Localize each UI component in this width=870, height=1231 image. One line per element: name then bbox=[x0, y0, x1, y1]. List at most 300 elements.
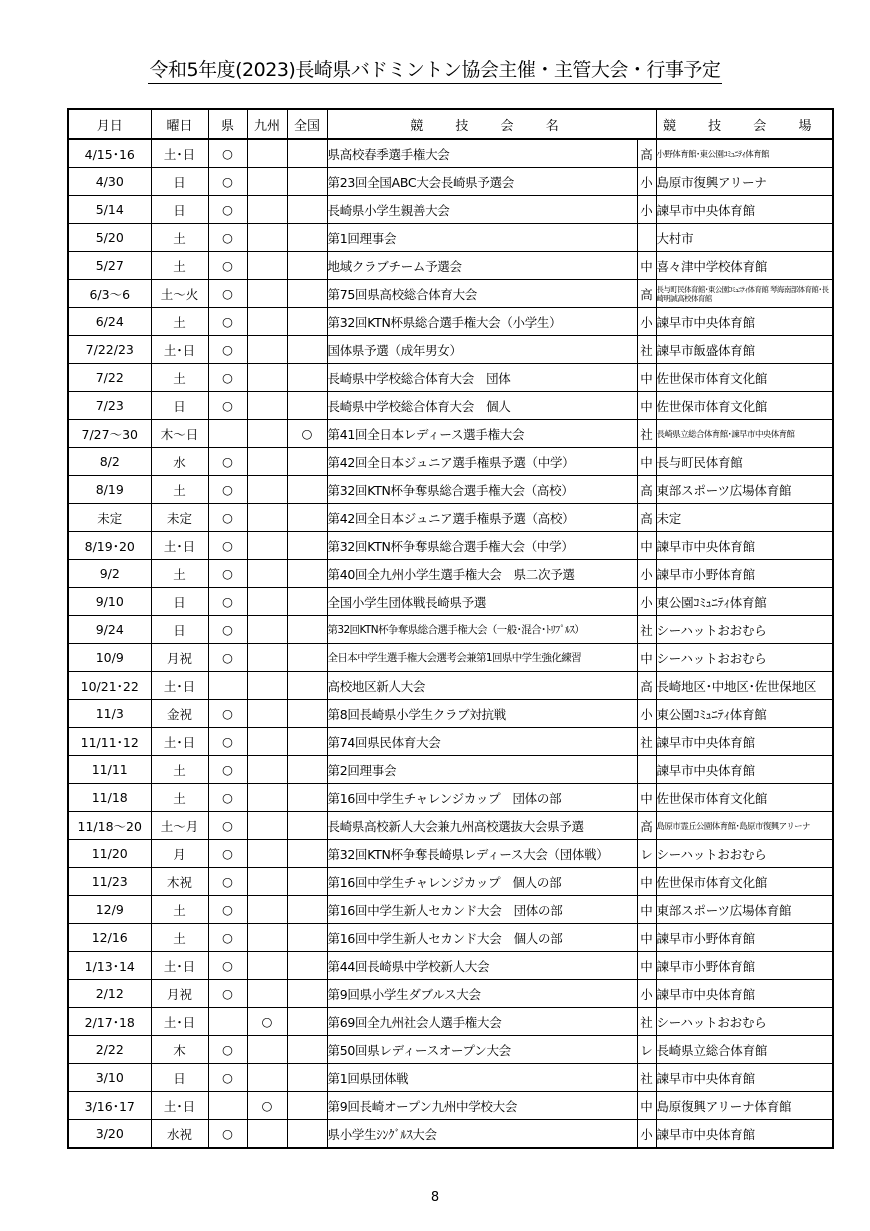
row-pref-mark: ○ bbox=[208, 168, 247, 196]
row-level: 小 bbox=[637, 1120, 656, 1149]
row-event-name: 第9回長崎オープン九州中学校大会 bbox=[327, 1092, 637, 1120]
row-national-mark bbox=[287, 476, 327, 504]
row-national-mark bbox=[287, 784, 327, 812]
row-venue: 東公園ｺﾐｭﾆﾃｨ体育館 bbox=[656, 588, 833, 616]
table-row bbox=[68, 588, 833, 616]
row-pref-mark: ○ bbox=[208, 336, 247, 364]
row-event-name: 第16回中学生新人セカンド大会 個人の部 bbox=[327, 924, 637, 952]
row-venue: 諫早市中央体育館 bbox=[656, 728, 833, 756]
page-title-text: 令和5年度(2023)長崎県バドミントン協会主催・主管大会・行事予定 bbox=[148, 59, 723, 84]
table-row bbox=[68, 336, 833, 364]
row-kyushu-mark bbox=[247, 700, 287, 728]
table-header-row bbox=[68, 109, 833, 139]
table-row bbox=[68, 980, 833, 1008]
row-kyushu-mark bbox=[247, 504, 287, 532]
row-weekday: 金祝 bbox=[151, 700, 208, 728]
row-venue: 小野体育館･東公園ｺﾐｭﾆﾃｨ体育館 bbox=[656, 139, 833, 168]
row-venue: 東部スポーツ広場体育館 bbox=[656, 896, 833, 924]
row-level: 中 bbox=[637, 784, 656, 812]
row-kyushu-mark bbox=[247, 196, 287, 224]
row-event-name: 第32回KTN杯県総合選手権大会（小学生） bbox=[327, 308, 637, 336]
row-venue: 諫早市中央体育館 bbox=[656, 532, 833, 560]
row-level: 小 bbox=[637, 980, 656, 1008]
row-venue: 大村市 bbox=[656, 224, 833, 252]
row-weekday: 土 bbox=[151, 224, 208, 252]
row-weekday: 月祝 bbox=[151, 644, 208, 672]
row-national-mark bbox=[287, 812, 327, 840]
row-weekday: 土･日 bbox=[151, 139, 208, 168]
row-event-name: 長崎県小学生親善大会 bbox=[327, 196, 637, 224]
row-national-mark bbox=[287, 448, 327, 476]
row-level: 中 bbox=[637, 644, 656, 672]
row-date: 9/24 bbox=[68, 616, 151, 644]
row-date: 6/24 bbox=[68, 308, 151, 336]
row-level: 高 bbox=[637, 476, 656, 504]
row-level: 社 bbox=[637, 1008, 656, 1036]
row-date: 6/3～6 bbox=[68, 280, 151, 308]
table-row bbox=[68, 700, 833, 728]
row-kyushu-mark bbox=[247, 364, 287, 392]
row-weekday: 土･日 bbox=[151, 1092, 208, 1120]
row-national-mark bbox=[287, 224, 327, 252]
table-row bbox=[68, 868, 833, 896]
row-kyushu-mark bbox=[247, 280, 287, 308]
row-level: 社 bbox=[637, 616, 656, 644]
row-pref-mark: ○ bbox=[208, 252, 247, 280]
row-level: 高 bbox=[637, 812, 656, 840]
table-row bbox=[68, 1092, 833, 1120]
row-kyushu-mark bbox=[247, 420, 287, 448]
table-row bbox=[68, 308, 833, 336]
table-row bbox=[68, 364, 833, 392]
row-date: 8/2 bbox=[68, 448, 151, 476]
row-weekday: 水 bbox=[151, 448, 208, 476]
row-kyushu-mark bbox=[247, 896, 287, 924]
row-level: 小 bbox=[637, 308, 656, 336]
row-pref-mark bbox=[208, 1008, 247, 1036]
row-level: 社 bbox=[637, 420, 656, 448]
row-event-name: 県高校春季選手権大会 bbox=[327, 139, 637, 168]
row-date: 11/3 bbox=[68, 700, 151, 728]
row-level: 高 bbox=[637, 504, 656, 532]
row-event-name: 第41回全日本レディース選手権大会 bbox=[327, 420, 637, 448]
row-event-name: 第1回県団体戦 bbox=[327, 1064, 637, 1092]
row-event-name: 第74回県民体育大会 bbox=[327, 728, 637, 756]
row-kyushu-mark bbox=[247, 672, 287, 700]
row-date: 11/18～20 bbox=[68, 812, 151, 840]
table-row bbox=[68, 840, 833, 868]
row-level: レ bbox=[637, 840, 656, 868]
row-national-mark bbox=[287, 560, 327, 588]
row-event-name: 全国小学生団体戦長崎県予選 bbox=[327, 588, 637, 616]
row-date: 4/30 bbox=[68, 168, 151, 196]
row-national-mark bbox=[287, 896, 327, 924]
row-national-mark bbox=[287, 364, 327, 392]
row-venue: 長与町民体育館 bbox=[656, 448, 833, 476]
row-venue: シーハットおおむら bbox=[656, 644, 833, 672]
row-national-mark bbox=[287, 252, 327, 280]
row-event-name: 第1回理事会 bbox=[327, 224, 637, 252]
row-level: 中 bbox=[637, 868, 656, 896]
row-national-mark bbox=[287, 588, 327, 616]
row-event-name: 全日本中学生選手権大会選考会兼第1回県中学生強化練習 bbox=[327, 644, 637, 672]
row-pref-mark: ○ bbox=[208, 616, 247, 644]
row-venue: 諫早市小野体育館 bbox=[656, 560, 833, 588]
row-national-mark bbox=[287, 840, 327, 868]
row-kyushu-mark bbox=[247, 1064, 287, 1092]
table-row bbox=[68, 672, 833, 700]
row-pref-mark: ○ bbox=[208, 476, 247, 504]
row-kyushu-mark bbox=[247, 1120, 287, 1149]
row-kyushu-mark bbox=[247, 728, 287, 756]
row-weekday: 土･日 bbox=[151, 952, 208, 980]
table-row bbox=[68, 448, 833, 476]
header-kyushu: 九州 bbox=[247, 109, 287, 139]
row-venue: シーハットおおむら bbox=[656, 1008, 833, 1036]
row-national-mark bbox=[287, 1092, 327, 1120]
row-level: 小 bbox=[637, 560, 656, 588]
row-weekday: 土･日 bbox=[151, 532, 208, 560]
header-weekday: 曜日 bbox=[151, 109, 208, 139]
row-pref-mark: ○ bbox=[208, 644, 247, 672]
row-level: 中 bbox=[637, 924, 656, 952]
row-event-name: 第32回KTN杯争奪県総合選手権大会（高校） bbox=[327, 476, 637, 504]
table-row bbox=[68, 728, 833, 756]
row-pref-mark: ○ bbox=[208, 896, 247, 924]
row-event-name: 第69回全九州社会人選手権大会 bbox=[327, 1008, 637, 1036]
row-date: 11/11 bbox=[68, 756, 151, 784]
table-row bbox=[68, 896, 833, 924]
row-pref-mark: ○ bbox=[208, 560, 247, 588]
row-date: 11/23 bbox=[68, 868, 151, 896]
row-national-mark bbox=[287, 1064, 327, 1092]
row-level: 中 bbox=[637, 532, 656, 560]
row-date: 7/22/23 bbox=[68, 336, 151, 364]
row-pref-mark: ○ bbox=[208, 840, 247, 868]
row-kyushu-mark bbox=[247, 392, 287, 420]
row-weekday: 土～月 bbox=[151, 812, 208, 840]
row-date: 11/20 bbox=[68, 840, 151, 868]
row-date: 2/12 bbox=[68, 980, 151, 1008]
row-event-name: 県小学生ｼﾝｸﾞﾙｽ大会 bbox=[327, 1120, 637, 1149]
row-date: 5/27 bbox=[68, 252, 151, 280]
row-national-mark bbox=[287, 392, 327, 420]
row-event-name: 第2回理事会 bbox=[327, 756, 637, 784]
row-pref-mark: ○ bbox=[208, 364, 247, 392]
row-pref-mark: ○ bbox=[208, 1064, 247, 1092]
row-venue: 諫早市中央体育館 bbox=[656, 1120, 833, 1149]
row-venue: 佐世保市体育文化館 bbox=[656, 868, 833, 896]
row-level: 高 bbox=[637, 280, 656, 308]
row-level: レ bbox=[637, 1036, 656, 1064]
row-kyushu-mark bbox=[247, 868, 287, 896]
table-row bbox=[68, 756, 833, 784]
row-venue: 島原市霊丘公園体育館･島原市復興アリーナ bbox=[656, 812, 833, 840]
row-venue: 長崎地区･中地区･佐世保地区 bbox=[656, 672, 833, 700]
row-venue: 佐世保市体育文化館 bbox=[656, 784, 833, 812]
row-weekday: 土･日 bbox=[151, 1008, 208, 1036]
row-pref-mark: ○ bbox=[208, 1036, 247, 1064]
row-national-mark bbox=[287, 532, 327, 560]
row-kyushu-mark bbox=[247, 224, 287, 252]
row-date: 3/10 bbox=[68, 1064, 151, 1092]
row-pref-mark: ○ bbox=[208, 308, 247, 336]
row-kyushu-mark bbox=[247, 168, 287, 196]
schedule-table bbox=[67, 108, 834, 1149]
row-kyushu-mark bbox=[247, 616, 287, 644]
row-national-mark: ○ bbox=[287, 420, 327, 448]
row-event-name: 第40回全九州小学生選手権大会 県二次予選 bbox=[327, 560, 637, 588]
row-kyushu-mark bbox=[247, 756, 287, 784]
row-kyushu-mark: ○ bbox=[247, 1092, 287, 1120]
row-kyushu-mark bbox=[247, 560, 287, 588]
row-kyushu-mark bbox=[247, 532, 287, 560]
row-kyushu-mark bbox=[247, 840, 287, 868]
row-weekday: 土 bbox=[151, 896, 208, 924]
row-venue: 長与町民体育館･東公園ｺﾐｭﾆﾃｨ体育館 琴海南部体育館･長崎明誠高校体育館 bbox=[656, 280, 833, 308]
row-date: 2/17･18 bbox=[68, 1008, 151, 1036]
row-date: 12/9 bbox=[68, 896, 151, 924]
page-number: 8 bbox=[430, 1190, 440, 1205]
row-venue: 東部スポーツ広場体育館 bbox=[656, 476, 833, 504]
row-kyushu-mark bbox=[247, 1036, 287, 1064]
row-level: 小 bbox=[637, 588, 656, 616]
row-event-name: 第16回中学生チャレンジカップ 個人の部 bbox=[327, 868, 637, 896]
row-kyushu-mark bbox=[247, 812, 287, 840]
table-row bbox=[68, 1064, 833, 1092]
row-venue: 佐世保市体育文化館 bbox=[656, 392, 833, 420]
table-row bbox=[68, 196, 833, 224]
row-venue: 島原市復興アリーナ bbox=[656, 168, 833, 196]
row-venue: 諫早市小野体育館 bbox=[656, 924, 833, 952]
row-date: 3/20 bbox=[68, 1120, 151, 1149]
row-national-mark bbox=[287, 280, 327, 308]
row-venue: 未定 bbox=[656, 504, 833, 532]
row-weekday: 日 bbox=[151, 616, 208, 644]
row-pref-mark: ○ bbox=[208, 280, 247, 308]
row-level: 社 bbox=[637, 336, 656, 364]
row-national-mark bbox=[287, 952, 327, 980]
row-national-mark bbox=[287, 336, 327, 364]
row-event-name: 長崎県中学校総合体育大会 団体 bbox=[327, 364, 637, 392]
row-kyushu-mark bbox=[247, 588, 287, 616]
row-national-mark bbox=[287, 644, 327, 672]
row-event-name: 第42回全日本ジュニア選手権県予選（高校） bbox=[327, 504, 637, 532]
schedule-body bbox=[68, 139, 833, 1148]
row-weekday: 土 bbox=[151, 784, 208, 812]
row-pref-mark: ○ bbox=[208, 448, 247, 476]
row-event-name: 第75回県高校総合体育大会 bbox=[327, 280, 637, 308]
row-event-name: 地域クラブチーム予選会 bbox=[327, 252, 637, 280]
row-level: 中 bbox=[637, 392, 656, 420]
row-pref-mark: ○ bbox=[208, 196, 247, 224]
row-pref-mark: ○ bbox=[208, 924, 247, 952]
row-weekday: 土･日 bbox=[151, 336, 208, 364]
table-row bbox=[68, 420, 833, 448]
row-venue: 佐世保市体育文化館 bbox=[656, 364, 833, 392]
row-date: 10/21･22 bbox=[68, 672, 151, 700]
row-pref-mark: ○ bbox=[208, 504, 247, 532]
row-date: 5/14 bbox=[68, 196, 151, 224]
table-row bbox=[68, 224, 833, 252]
row-national-mark bbox=[287, 1008, 327, 1036]
row-national-mark bbox=[287, 868, 327, 896]
row-weekday: 木 bbox=[151, 1036, 208, 1064]
row-national-mark bbox=[287, 168, 327, 196]
row-pref-mark: ○ bbox=[208, 728, 247, 756]
row-level: 小 bbox=[637, 700, 656, 728]
row-national-mark bbox=[287, 980, 327, 1008]
row-kyushu-mark bbox=[247, 336, 287, 364]
row-kyushu-mark bbox=[247, 980, 287, 1008]
row-level: 高 bbox=[637, 672, 656, 700]
row-national-mark bbox=[287, 700, 327, 728]
table-row bbox=[68, 1036, 833, 1064]
row-weekday: 土 bbox=[151, 252, 208, 280]
header-event: 競 技 会 名 bbox=[327, 109, 656, 139]
row-pref-mark: ○ bbox=[208, 392, 247, 420]
row-level: 中 bbox=[637, 1092, 656, 1120]
row-pref-mark: ○ bbox=[208, 812, 247, 840]
row-pref-mark: ○ bbox=[208, 532, 247, 560]
header-national: 全国 bbox=[287, 109, 327, 139]
row-event-name: 第32回KTN杯争奪長崎県レディース大会（団体戦） bbox=[327, 840, 637, 868]
row-weekday: 日 bbox=[151, 168, 208, 196]
row-pref-mark bbox=[208, 672, 247, 700]
row-date: 9/2 bbox=[68, 560, 151, 588]
row-kyushu-mark bbox=[247, 952, 287, 980]
row-pref-mark bbox=[208, 1092, 247, 1120]
row-level bbox=[637, 224, 656, 252]
row-kyushu-mark bbox=[247, 448, 287, 476]
row-level: 中 bbox=[637, 952, 656, 980]
row-national-mark bbox=[287, 728, 327, 756]
row-date: 7/22 bbox=[68, 364, 151, 392]
row-venue: 諫早市小野体育館 bbox=[656, 952, 833, 980]
row-weekday: 土 bbox=[151, 756, 208, 784]
row-pref-mark: ○ bbox=[208, 784, 247, 812]
row-date: 7/23 bbox=[68, 392, 151, 420]
row-venue: 諫早市中央体育館 bbox=[656, 196, 833, 224]
row-kyushu-mark bbox=[247, 252, 287, 280]
row-event-name: 長崎県中学校総合体育大会 個人 bbox=[327, 392, 637, 420]
row-level: 中 bbox=[637, 896, 656, 924]
row-pref-mark: ○ bbox=[208, 980, 247, 1008]
row-event-name: 長崎県高校新人大会兼九州高校選抜大会県予選 bbox=[327, 812, 637, 840]
row-venue: シーハットおおむら bbox=[656, 616, 833, 644]
row-kyushu-mark: ○ bbox=[247, 1008, 287, 1036]
row-weekday: 土 bbox=[151, 476, 208, 504]
row-national-mark bbox=[287, 504, 327, 532]
row-date: 11/18 bbox=[68, 784, 151, 812]
row-event-name: 第44回長崎県中学校新人大会 bbox=[327, 952, 637, 980]
row-venue: 諫早市中央体育館 bbox=[656, 756, 833, 784]
row-event-name: 高校地区新人大会 bbox=[327, 672, 637, 700]
row-national-mark bbox=[287, 139, 327, 168]
row-event-name: 第32回KTN杯争奪県総合選手権大会（一般･混合･ﾄﾘﾌﾟﾙｽ） bbox=[327, 616, 637, 644]
table-row bbox=[68, 476, 833, 504]
row-level bbox=[637, 756, 656, 784]
row-national-mark bbox=[287, 1036, 327, 1064]
row-level: 小 bbox=[637, 196, 656, 224]
row-event-name: 第16回中学生新人セカンド大会 団体の部 bbox=[327, 896, 637, 924]
header-date: 月日 bbox=[68, 109, 151, 139]
row-weekday: 土～火 bbox=[151, 280, 208, 308]
row-pref-mark: ○ bbox=[208, 756, 247, 784]
row-national-mark bbox=[287, 308, 327, 336]
row-weekday: 未定 bbox=[151, 504, 208, 532]
row-weekday: 木～日 bbox=[151, 420, 208, 448]
row-venue: 諫早市中央体育館 bbox=[656, 980, 833, 1008]
row-weekday: 月 bbox=[151, 840, 208, 868]
row-venue: 諫早市中央体育館 bbox=[656, 308, 833, 336]
row-date: 12/16 bbox=[68, 924, 151, 952]
row-pref-mark: ○ bbox=[208, 139, 247, 168]
table-row bbox=[68, 1008, 833, 1036]
row-pref-mark bbox=[208, 420, 247, 448]
row-date: 7/27～30 bbox=[68, 420, 151, 448]
row-venue: 東公園ｺﾐｭﾆﾃｨ体育館 bbox=[656, 700, 833, 728]
row-venue: 喜々津中学校体育館 bbox=[656, 252, 833, 280]
table-row bbox=[68, 168, 833, 196]
page-title bbox=[0, 55, 870, 82]
row-weekday: 日 bbox=[151, 588, 208, 616]
row-level: 社 bbox=[637, 1064, 656, 1092]
row-date: 4/15･16 bbox=[68, 139, 151, 168]
row-kyushu-mark bbox=[247, 644, 287, 672]
table-row bbox=[68, 504, 833, 532]
row-weekday: 水祝 bbox=[151, 1120, 208, 1149]
table-row bbox=[68, 924, 833, 952]
row-weekday: 土 bbox=[151, 364, 208, 392]
row-event-name: 第50回県レディースオープン大会 bbox=[327, 1036, 637, 1064]
row-kyushu-mark bbox=[247, 308, 287, 336]
row-pref-mark: ○ bbox=[208, 868, 247, 896]
row-kyushu-mark bbox=[247, 476, 287, 504]
table-row bbox=[68, 139, 833, 168]
table-row bbox=[68, 784, 833, 812]
header-pref: 県 bbox=[208, 109, 247, 139]
row-date: 未定 bbox=[68, 504, 151, 532]
row-national-mark bbox=[287, 196, 327, 224]
row-level: 中 bbox=[637, 448, 656, 476]
row-weekday: 日 bbox=[151, 196, 208, 224]
row-pref-mark: ○ bbox=[208, 224, 247, 252]
row-date: 9/10 bbox=[68, 588, 151, 616]
row-level: 高 bbox=[637, 139, 656, 168]
row-weekday: 日 bbox=[151, 1064, 208, 1092]
row-national-mark bbox=[287, 1120, 327, 1149]
row-pref-mark: ○ bbox=[208, 588, 247, 616]
row-national-mark bbox=[287, 756, 327, 784]
table-row bbox=[68, 644, 833, 672]
row-date: 8/19 bbox=[68, 476, 151, 504]
row-weekday: 木祝 bbox=[151, 868, 208, 896]
header-venue: 競 技 会 場 bbox=[656, 109, 833, 139]
row-venue: 長崎県立総合体育館･諫早市中央体育館 bbox=[656, 420, 833, 448]
row-date: 10/9 bbox=[68, 644, 151, 672]
row-level: 中 bbox=[637, 252, 656, 280]
row-event-name: 第42回全日本ジュニア選手権県予選（中学） bbox=[327, 448, 637, 476]
row-weekday: 土･日 bbox=[151, 728, 208, 756]
table-row bbox=[68, 952, 833, 980]
row-national-mark bbox=[287, 616, 327, 644]
row-event-name: 国体県予選（成年男女） bbox=[327, 336, 637, 364]
row-date: 3/16･17 bbox=[68, 1092, 151, 1120]
row-level: 社 bbox=[637, 728, 656, 756]
row-kyushu-mark bbox=[247, 924, 287, 952]
table-row bbox=[68, 616, 833, 644]
